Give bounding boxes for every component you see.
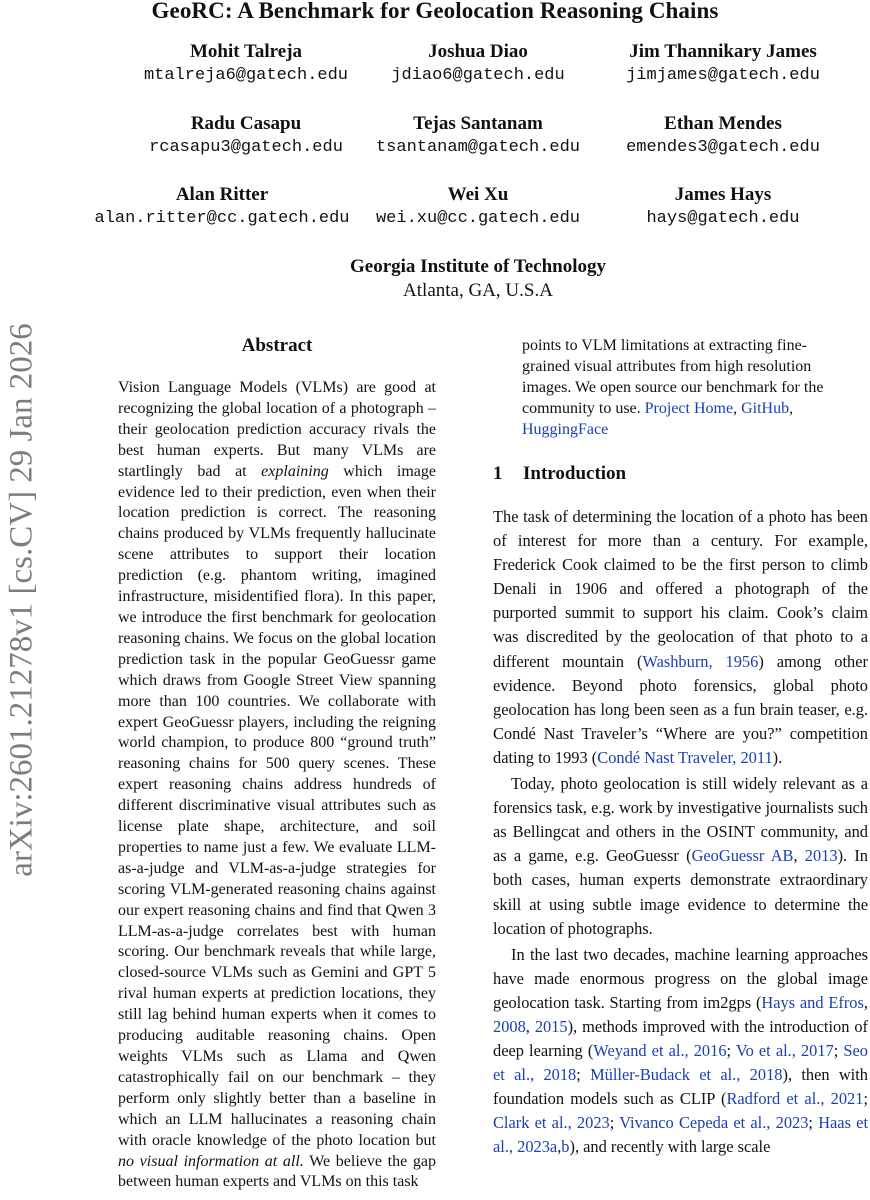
abstract-text-segment: We believe the gap between human experts and VLMs on this task — [118, 1152, 436, 1191]
author-block — [578, 40, 868, 88]
citation-link[interactable]: 2015 — [534, 1016, 568, 1036]
author-block — [77, 183, 367, 231]
abstract-text-segment: Vision Language Models (VLMs) are good at recognizing the global location of a photograph – their geolocation prediction accuracy rivals the best human experts. But many VLMs are startlingly bad at — [118, 379, 436, 480]
separator: , — [733, 399, 742, 417]
citation-link[interactable]: Clark et al., 2023 — [493, 1113, 610, 1133]
text-segment: The task of determining the location of a photo has been of interest for more than a century. For example, Frederick Cook claimed to be the first person to climb Denali in 1906 and offered a photograph of the purported summit to support his claim. Cook’s claim was discredited by the geolocation of that photo to a different mountain ( — [493, 507, 868, 671]
github-link[interactable]: GitHub — [741, 399, 790, 417]
text-segment: ; — [808, 1113, 819, 1133]
author-block — [578, 183, 868, 231]
author-name: Ethan Mendes — [664, 113, 782, 134]
paper-title: GeoRC: A Benchmark for Geolocation Reasoning Chains — [151, 0, 719, 23]
text-segment: , — [525, 1016, 535, 1036]
citation-link[interactable]: Condé Nast Traveler, 2011 — [597, 747, 773, 767]
text-segment: ). — [772, 747, 783, 767]
citation-link[interactable]: Haas et al., 2023a — [493, 1113, 869, 1157]
text-segment: ; — [609, 1113, 620, 1133]
text-segment: ), methods improved with the introduction of deep learning ( — [493, 1016, 868, 1061]
text-segment: ; — [726, 1041, 736, 1061]
author-email[interactable]: mtalreja6@gatech.edu — [143, 66, 349, 85]
author-block — [578, 112, 868, 160]
text-segment: ) among other evidence. Beyond photo forensics, global photo geolocation has long been seen as a fun brain teaser, e.g. Condé Nast Traveler’s “Where are you?” competition dating to 1993 ( — [493, 651, 868, 767]
abstract-text-segment: points to VLM limitations at extracting fine-grained visual attributes from high resolution images. We open source our benchmark for the community to use. — [522, 337, 824, 417]
text-segment: ). In both cases, human experts demonstrate extraordinary skill at using subtle image evidence to determine the location of photographs. — [493, 846, 869, 938]
arxiv-identifier: arXiv:2601.21278v1 [cs.CV] 29 Jan 2026 — [3, 323, 40, 877]
abstract-text — [118, 378, 436, 1193]
author-name: Radu Casapu — [190, 113, 302, 134]
citation-link[interactable]: Washburn, 1956 — [642, 651, 759, 671]
abstract-text-segment: which image evidence led to their prediction, even when their location prediction is correct. The reasoning chains produced by VLMs frequently hallucinate scene attributes to support their location prediction (e.g. phantom writing, imagined infrastructure, misidentified flora). In this paper, we introduce the first benchmark for geolocation reasoning chains. We focus on the global location prediction task in the popular GeoGuessr game which draws from Google Street View spanning more than 100 countries. We collaborate with expert GeoGuessr players, including the reigning world champion, to produce 800 “ground truth” reasoning chains for 500 query scenes. These expert reasoning chains address hundreds of different discriminative visual attributes such as license plate shape, architecture, and soil properties to name just a few. We evaluate LLM-as-a-judge and VLM-as-a-judge strategies for scoring VLM-generated reasoning chains against our expert reasoning chains and find that Qwen 3 LLM-as-a-judge correlates best with human scoring. Our benchmark reveals that while large, closed-source VLMs such as Gemini and GPT 5 rival human experts at prediction locations, they still lag behind human experts when it comes to producing auditable reasoning chains. Open weights VLMs such as Llama and Qwen catastrophically fail on our benchmark – they perform only slightly better than a baseline in which an LLM hallucinates a reasoning chain with oracle knowledge of the photo location but — [118, 462, 437, 1149]
citation-link[interactable]: Vo et al., 2017 — [735, 1041, 834, 1061]
paragraph — [493, 943, 868, 1160]
paragraph — [493, 505, 868, 770]
author-name: Alan Ritter — [175, 184, 269, 205]
huggingface-link[interactable]: HuggingFace — [522, 420, 609, 438]
citation-link[interactable]: 2008 — [493, 1016, 526, 1036]
text-segment: ; — [863, 1089, 868, 1109]
institution-location: Atlanta, GA, U.S.A — [403, 280, 553, 301]
text-segment: ), and recently with large scale — [569, 1137, 771, 1157]
citation-link[interactable]: Weyand et al., 2016 — [593, 1041, 727, 1061]
introduction-body — [493, 505, 868, 1160]
abstract-heading: Abstract — [241, 335, 313, 356]
text-segment: Today, photo geolocation is still widely relevant as a forensics task, e.g. work by investigative journalists such as Bellingcat and others in the OSINT community, and as a game, e.g. GeoGuessr ( — [493, 774, 868, 866]
section-number: 1 — [493, 463, 503, 484]
citation-link[interactable]: Seo et al., 2018 — [493, 1041, 868, 1085]
citation-link[interactable]: b — [561, 1137, 570, 1157]
text-segment: ; — [833, 1041, 844, 1061]
author-email[interactable]: emendes3@gatech.edu — [626, 138, 820, 157]
text-segment: , — [557, 1137, 562, 1157]
text-segment: , — [793, 846, 805, 866]
author-name: Mohit Talreja — [189, 41, 303, 62]
section-title: Introduction — [523, 463, 627, 484]
citation-link[interactable]: Müller-Budack et al., 2018 — [590, 1065, 783, 1085]
separator: , — [789, 399, 794, 417]
section-heading-introduction — [493, 463, 626, 485]
institution-location-block — [0, 280, 870, 302]
project-home-link[interactable]: Project Home — [644, 399, 734, 417]
author-name: Joshua Diao — [428, 41, 528, 62]
citation-link[interactable]: Hays and Efros — [761, 992, 864, 1012]
author-email[interactable]: tsantanam@gatech.edu — [375, 138, 581, 157]
text-segment: ; — [576, 1065, 591, 1085]
institution — [0, 256, 870, 278]
author-email[interactable]: wei.xu@cc.gatech.edu — [375, 209, 581, 228]
paragraph — [493, 772, 868, 941]
citation-link[interactable]: Radford et al., 2021 — [726, 1089, 864, 1109]
abstract-continuation — [522, 336, 840, 441]
author-email[interactable]: rcasapu3@gatech.edu — [149, 138, 343, 157]
citation-link[interactable]: Vivanco Cepeda et al., 2023 — [619, 1113, 809, 1133]
text-segment: In the last two decades, machine learning approaches have made enormous progress on the global image geolocation task. Starting from im2gps ( — [493, 944, 868, 1012]
author-name: Tejas Santanam — [413, 113, 543, 134]
author-name: Wei Xu — [447, 184, 509, 205]
author-email[interactable]: jimjames@gatech.edu — [626, 66, 820, 85]
citation-link[interactable]: GeoGuessr AB — [691, 846, 794, 866]
author-email[interactable]: alan.ritter@cc.gatech.edu — [94, 209, 350, 228]
text-segment: , — [863, 992, 868, 1012]
author-name: James Hays — [674, 184, 772, 205]
citation-link[interactable]: 2013 — [804, 846, 838, 866]
institution-name: Georgia Institute of Technology — [350, 256, 606, 277]
author-email[interactable]: hays@gatech.edu — [646, 209, 800, 228]
author-email[interactable]: jdiao6@gatech.edu — [391, 66, 565, 85]
author-name: Jim Thannikary James — [629, 41, 817, 62]
text-segment: ), then with foundation models such as CLIP ( — [493, 1065, 868, 1109]
abstract-emphasis: explaining — [261, 462, 329, 480]
abstract-emphasis: no visual information at all. — [118, 1152, 304, 1170]
